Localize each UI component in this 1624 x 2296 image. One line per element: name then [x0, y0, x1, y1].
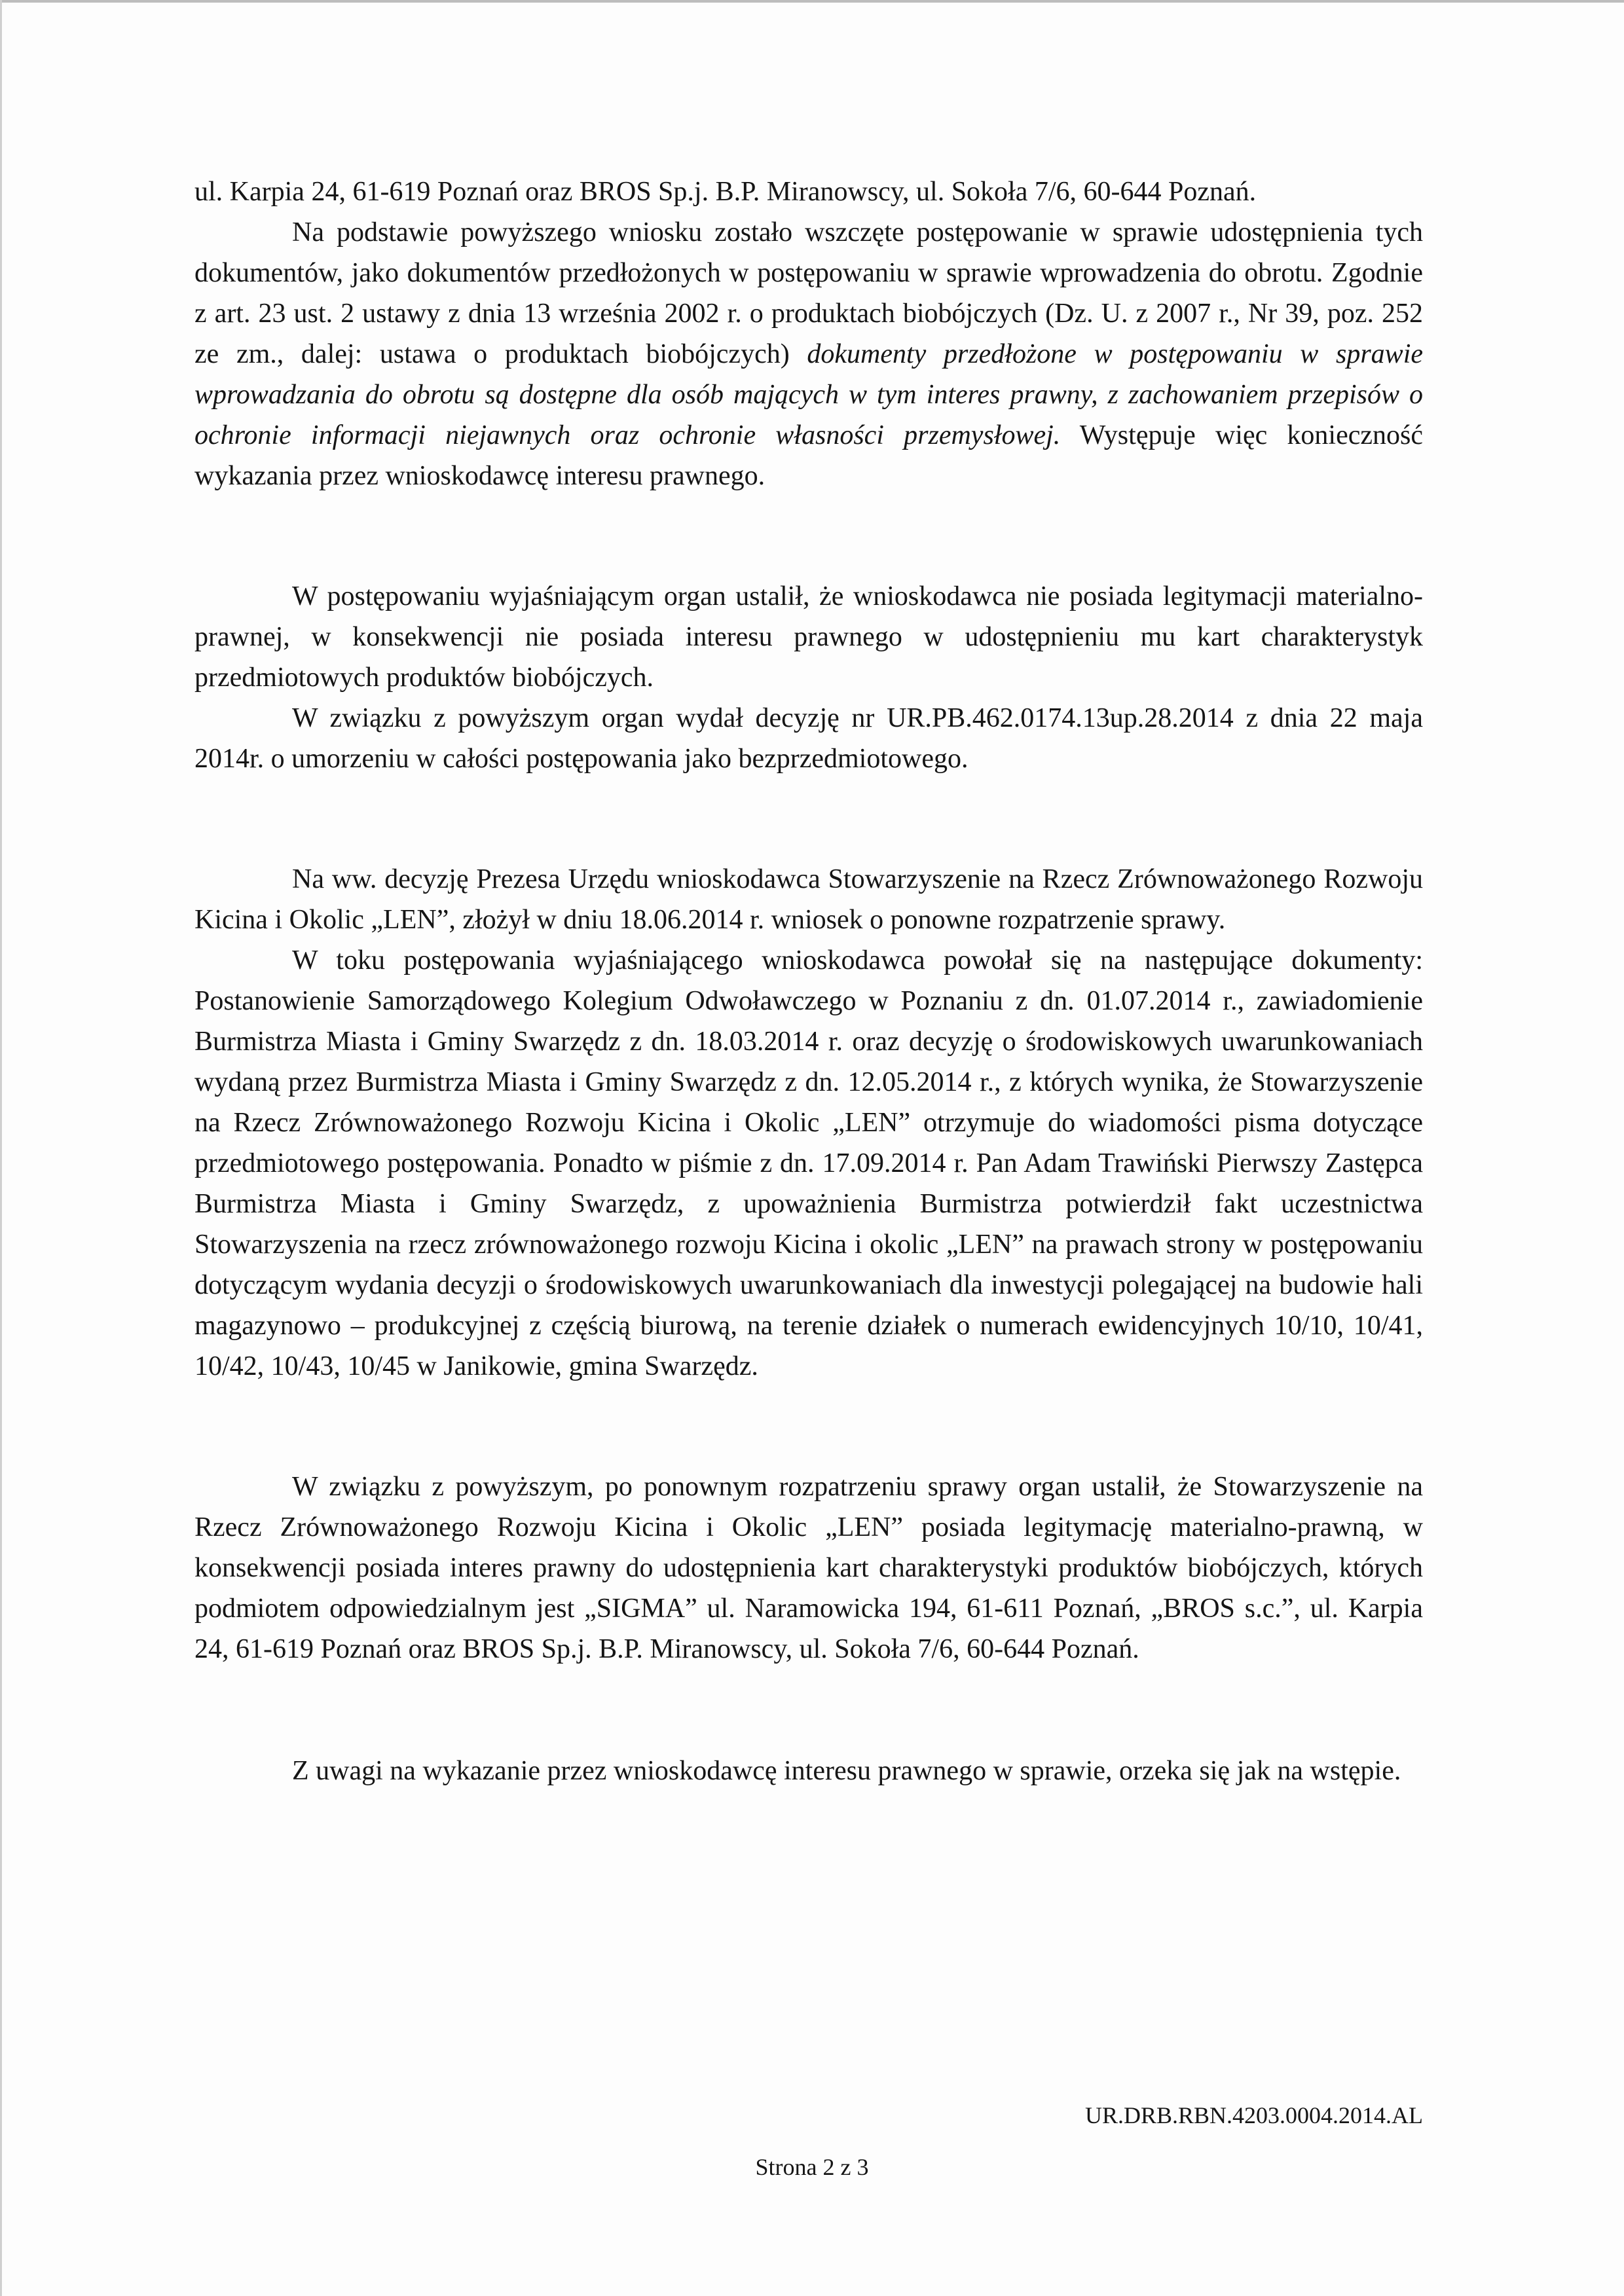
- document-body: [194, 172, 1423, 1791]
- paragraph-spacer: [194, 1387, 1423, 1467]
- paragraph-spacer: [194, 496, 1423, 576]
- paragraph-spacer: [194, 1669, 1423, 1751]
- paragraph-legal-basis-end: Występuje więc konieczność wykazania przez wnioskodawcę interesu prawnego.: [194, 420, 1423, 491]
- paragraph-reconsideration-request: Na ww. decyzję Prezesa Urzędu wnioskodawca Stowarzyszenie na Rzecz Zrównoważonego Rozwoju Kicina i Okolic „LEN”, złożył w dniu 18.06.2014 r. wniosek o ponowne rozpatrzenie sprawy.: [194, 864, 1423, 935]
- paragraph-legal-basis-start: Na podstawie powyższego wniosku zostało wszczęte postępowanie w sprawie udostępnienia tych dokumentów, jako dokumentów przedłożonych w postępowaniu w sprawie wprowadzenia do obrotu. Zgodnie z art. 23 ust. 2 ustawy z dnia 13 września 2002 r. o produktach biobójczych (Dz. U. z 2007 r., Nr 39, poz. 252 ze zm., dalej: ustawa o produktach biobójczych): [194, 217, 1423, 369]
- paragraph-conclusion: W związku z powyższym, po ponownym rozpatrzeniu sprawy organ ustalił, że Stowarzyszenie na Rzecz Zrównoważonego Rozwoju Kicina i Okolic „LEN” posiada legitymację materialno-prawną, w konsekwencji posiada interes prawny do udostępnienia kart charakterystyki produktów biobójczych, których podmiotem odpowiedzialnym jest „SIGMA” ul. Naramowicka 194, 61-611 Poznań, „BROS s.c.”, ul. Karpia 24, 61-619 Poznań oraz BROS Sp.j. B.P. Miranowscy, ul. Sokoła 7/6, 60-644 Poznań.: [194, 1472, 1423, 1664]
- case-reference-number: UR.DRB.RBN.4203.0004.2014.AL: [1084, 2102, 1423, 2128]
- paragraph-findings: W postępowaniu wyjaśniającym organ ustalił, że wnioskodawca nie posiada legitymacji materialno-prawnej, w konsekwencji nie posiada interesu prawnego w udostępnieniu mu kart charakterystyk przedmiotowych produktów biobójczych.: [194, 581, 1423, 693]
- statute-quote: dokumenty przedłożone w postępowaniu w sprawie wprowadzania do obrotu są dostępne dla osób mających w tym interes prawny, z zachowaniem przepisów o ochronie informacji niejawnych oraz ochronie własności przemysłowej.: [194, 339, 1423, 450]
- scan-edge: [0, 0, 1624, 3]
- scan-edge-left: [0, 0, 2, 2296]
- page-number: Strona 2 z 3: [755, 2154, 869, 2180]
- paragraph-address-continuation: ul. Karpia 24, 61-619 Poznań oraz BROS Sp.j. B.P. Miranowscy, ul. Sokoła 7/6, 60-644 Poznań.: [194, 177, 1257, 207]
- paragraph-ruling: Z uwagi na wykazanie przez wnioskodawcę interesu prawnego w sprawie, orzeka się jak na wstępie.: [292, 1756, 1401, 1786]
- paragraph-spacer: [194, 779, 1423, 859]
- paragraph-legal-basis: [194, 212, 1423, 496]
- paragraph-evidence: W toku postępowania wyjaśniającego wnioskodawca powołał się na następujące dokumenty: Postanowienie Samorządowego Kolegium Odwoławczego w Poznaniu z dn. 01.07.2014 r., zawiadomienie Burmistrza Miasta i Gminy Swarzędz z dn. 18.03.2014 r. oraz decyzję o środowiskowych uwarunkowaniach wydaną przez Burmistrza Miasta i Gminy Swarzędz z dn. 12.05.2014 r., z których wynika, że Stowarzyszenie na Rzecz Zrównoważonego Rozwoju Kicina i Okolic „LEN” otrzymuje do wiadomości pisma dotyczące przedmiotowego postępowania. Ponadto w piśmie z dn. 17.09.2014 r. Pan Adam Trawiński Pierwszy Zastępca Burmistrza Miasta i Gminy Swarzędz, z upoważnienia Burmistrza potwierdził fakt uczestnictwa Stowarzyszenia na rzecz zrównoważonego rozwoju Kicina i okolic „LEN” na prawach strony w postępowaniu dotyczącym wydania decyzji o środowiskowych uwarunkowaniach dla inwestycji polegającej na budowie hali magazynowo – produkcyjnej z częścią biurową, na terenie działek o numerach ewidencyjnych 10/10, 10/41, 10/42, 10/43, 10/45 w Janikowie, gmina Swarzędz.: [194, 945, 1423, 1381]
- paragraph-first-decision: W związku z powyższym organ wydał decyzję nr UR.PB.462.0174.13up.28.2014 z dnia 22 maja 2014r. o umorzeniu w całości postępowania jako bezprzedmiotowego.: [194, 703, 1423, 774]
